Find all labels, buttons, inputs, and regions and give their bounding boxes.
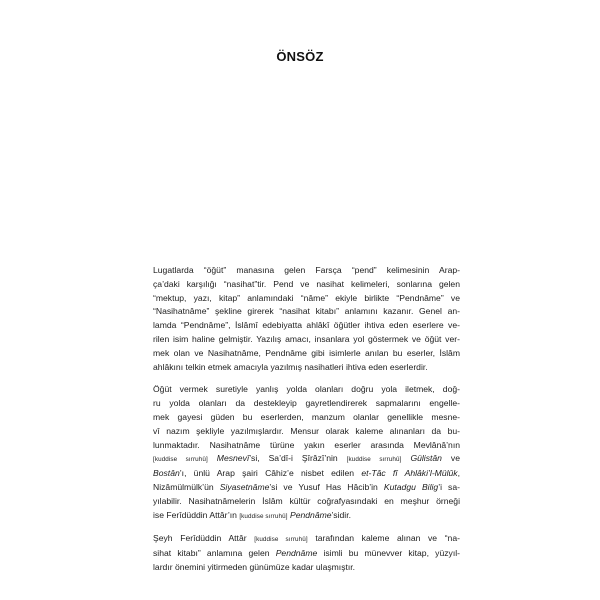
text-line — [142, 305, 460, 319]
text-line — [142, 361, 460, 375]
book-title: Mesnevî — [216, 453, 250, 464]
honorific-note: [kuddise sırruhû] — [346, 456, 402, 464]
text-line — [142, 467, 460, 481]
text-run: rilen isim haline gelmiştir. Yazılış amacı, insanlara yol göstermek ve öğüt ver- — [153, 333, 460, 344]
text-run: “Nasihatnâme” şekline girerek “nasihat kitabı” anlamını kazanır. Genel an- — [153, 306, 460, 317]
text-run: yılabilir. Nasihatnâmelerin İslâm kültür coğrafyasındaki en meşhur örneği — [153, 495, 460, 506]
text-line — [142, 509, 460, 524]
text-line — [142, 452, 460, 467]
book-title: Kutadgu Bilig — [383, 481, 439, 492]
text-line — [142, 411, 460, 425]
text-run: vî nazım şekliyle yazılmışlardır. Mensur olarak kaleme alınanları da bu- — [153, 425, 460, 436]
text-run: lardır önemini yitirmeden günümüze kadar ulaşmıştır. — [153, 561, 356, 572]
text-run: lunmaktadır. Nasihatnâme türüne yakın eserler arasında Mevlânâ’nın — [153, 439, 460, 450]
text-run: ’sidir. — [331, 509, 351, 520]
text-run: ’si, Sa’dî-i Şîrâzî’nin — [249, 453, 347, 464]
text-run: ça’daki karşılığı “nasihat”tir. Pend ve nasihat kelimeleri, sonlarına gelen — [153, 278, 460, 289]
paragraph — [142, 264, 460, 374]
text-line — [142, 561, 460, 575]
text-run: ru yolda olanları da destekleyip gayretlendirerek sapmalarını engelle- — [153, 398, 460, 409]
honorific-note: [kuddise sırruhû] — [153, 456, 208, 464]
text-line — [142, 347, 460, 361]
text-line — [142, 547, 460, 561]
text-run: mek olan ve Nasihatnâme, Pendnâme gibi isimlerle anılan bu eserler, İslâm — [153, 347, 460, 358]
page-title: ÖNSÖZ — [276, 49, 324, 64]
text-run: ’i sa- — [438, 481, 460, 492]
text-line — [142, 397, 460, 411]
text-run: ve — [441, 453, 460, 464]
text-line — [142, 532, 460, 547]
honorific-note: [kuddise sırruhû] — [254, 536, 308, 544]
text-line — [142, 264, 460, 278]
text-run: sihat kitabı” anlamına gelen — [153, 548, 276, 559]
text-run: tarafından kaleme alınan ve “na- — [307, 533, 460, 544]
text-line — [142, 319, 460, 333]
paragraph — [142, 532, 460, 574]
text-line — [142, 292, 460, 306]
text-run: Öğüt vermek suretiyle yanlış yolda olanları doğru yola iletmek, doğ- — [153, 384, 460, 395]
book-title: Bostân — [153, 468, 180, 479]
text-run: ahlâkını telkin etmek amacıyla yazılmış nasihatleri ihtiva eden eserlerdir. — [153, 361, 428, 372]
text-run: Lugatlarda “öğüt” manasına gelen Farsça “pend” kelimesinin Arap- — [153, 265, 460, 275]
book-title: Siyasetnâme — [219, 481, 270, 492]
text-line — [142, 439, 460, 453]
paragraph — [142, 383, 460, 523]
text-run: , — [457, 468, 460, 479]
text-line — [142, 278, 460, 292]
book-title: et-Tâc fî Ahlâki’l-Mülûk — [361, 468, 458, 479]
honorific-note: [kuddise sırruhû] — [239, 512, 288, 520]
text-run — [208, 453, 217, 463]
text-run: “mektup, yazı, kitap” anlamındaki “nâme” ekiyle birlikte “Pendnâme” ve — [153, 292, 460, 303]
text-line — [142, 495, 460, 509]
text-line — [142, 333, 460, 347]
text-run: ise Ferîdüddin Attâr’ın — [153, 509, 240, 520]
text-run: Nizâmülmülk’ün — [153, 481, 220, 492]
text-run: isimli bu münevver kitap, yüzyıl- — [317, 548, 460, 559]
text-run: Şeyh Ferîdüddin Attâr — [153, 533, 255, 544]
preface-body — [142, 264, 460, 584]
text-line — [142, 425, 460, 439]
book-title: Pendnâme — [289, 509, 332, 520]
text-run: lamda “Pendnâme”, İslâmî edebiyatta ahlâkî öğütler ihtiva eden eserlere ve- — [153, 320, 460, 331]
text-run: ’si ve Yusuf Has Hâcib’in — [269, 481, 384, 492]
text-line — [142, 481, 460, 495]
book-title: Pendnâme — [275, 548, 318, 559]
text-run: ’ı, ünlü Arap şairi Câhiz’e nisbet edilen — [179, 468, 362, 479]
text-run: mek gayesi güden bu eserlerden, manzum olanlar genellikle mesne- — [153, 411, 460, 422]
text-line — [142, 383, 460, 397]
book-title: Gülistân — [410, 453, 442, 464]
